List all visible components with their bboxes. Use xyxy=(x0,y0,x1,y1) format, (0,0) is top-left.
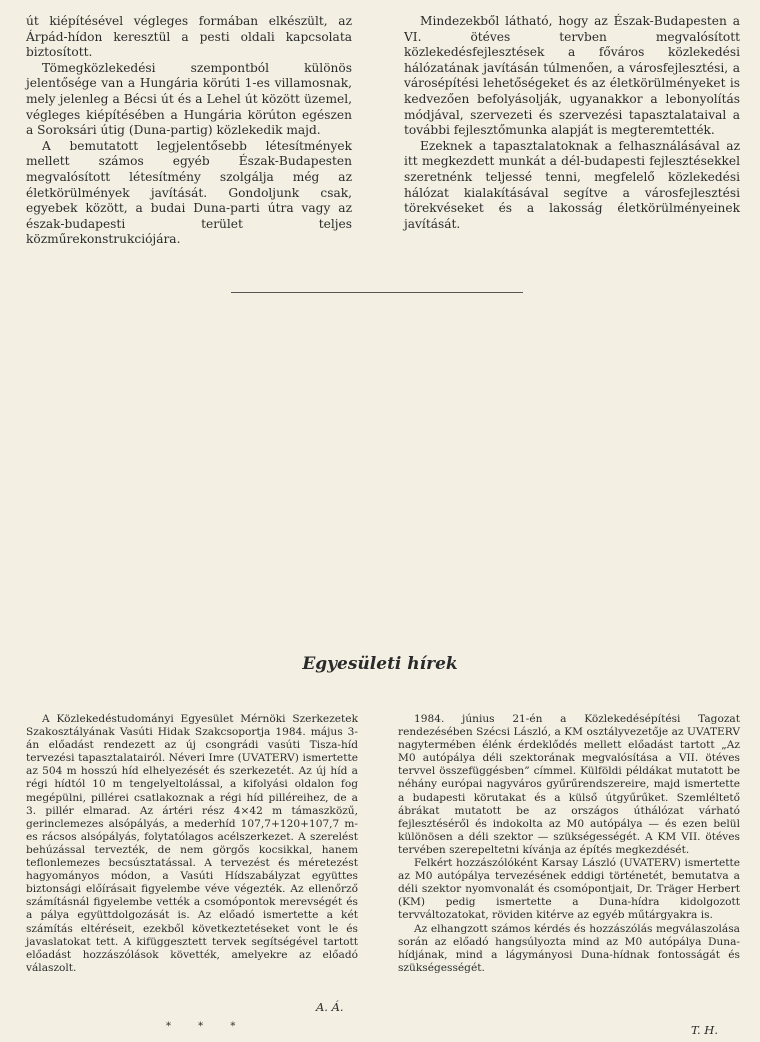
paragraph: út kiépítésével végleges formában elkészült, az Árpád-hídon keresztül a pesti oldali kapcsolata biztosított. xyxy=(26,14,352,60)
news-column-left xyxy=(26,713,358,975)
paragraph: 1984. június 21-én a Közlekedésépítési Tagozat rendezésében Szécsi László, a KM osztályvezetője az UVATERV nagytermében élénk érdeklődés mellett előadást tartott „Az M0 autópálya déli szektorának megvalósítása a VII. ötéves tervvel összefüggésben” címmel. Külföldi példákat mutatott be néhány európai nagyváros gyűrűrendszereire, majd ismertette a budapesti körutakat és a külső útgyűrűket. Szemléltető ábrákat mutatott be az országos úthálózat várható fejlesztéséről és indokolta az M0 autópálya — és ezen belül különösen a déli szektor — szükségességét. A KM VII. ötéves tervében szerepeltetni kívánja az építés megkezdését. xyxy=(398,713,740,856)
author-signature: T. H. xyxy=(691,1023,718,1037)
article-column-right xyxy=(404,14,740,232)
separator-stars: * * * xyxy=(166,1021,248,1032)
paragraph: Ezeknek a tapasztalatoknak a felhasználásával az itt megkezdett munkát a dél-budapesti fejlesztésekkel szeretnénk teljessé tenni, megfelelő közlekedési hálózat kialakításával segítve a városfejlesztési törekvéseket és a lakosság életkörülményeinek javítását. xyxy=(404,138,740,231)
section-divider xyxy=(231,292,523,293)
news-column-right xyxy=(398,713,740,975)
section-title: Egyesületi hírek xyxy=(302,654,458,674)
paragraph: Az elhangzott számos kérdés és hozzászólás megválaszolása során az előadó hangsúlyozta mind az M0 autópálya Duna-hídjának, mind a lágymányosi Duna-hídnak fontosságát és szükségességét. xyxy=(398,922,740,974)
article-column-left xyxy=(26,14,352,248)
paragraph: Mindezekből látható, hogy az Észak-Budapesten a VI. ötéves tervben megvalósított közlekedésfejlesztések a főváros közlekedési hálózatának javításán túlmenően, a városfejlesztési, a városépítési lehetőségeket és az életkörülményeket is kedvezően befolyásolják, ugyanakkor a lebonyolítás módjával, szervezeti és szervezési tapasztalataival a további fejlesztőmunka alapját is megteremtették. xyxy=(404,14,740,138)
paragraph: Tömegközlekedési szempontból különös jelentősége van a Hungária körúti 1-es villamosnak, mely jelenleg a Bécsi út és a Lehel út között üzemel, végleges kiépítésében a Hungária körúton egészen a Soroksári útig (Duna-partig) közlekedik majd. xyxy=(26,60,352,138)
paragraph: A bemutatott legjelentősebb létesítmények mellett számos egyéb Észak-Budapesten megvalósított létesítmény szolgálja még az életkörülmények javítását. Gondoljunk csak, egyebek között, a budai Duna-parti útra vagy az észak-budapesti terület teljes közműrekonstrukciójára. xyxy=(26,138,352,247)
paragraph: Felkért hozzászólóként Karsay László (UVATERV) ismertette az M0 autópálya tervezésének eddigi történetét, bemutatva a déli szektor nyomvonalát és csomópontjait, Dr. Träger Herbert (KM) pedig ismertette a Duna-hídra kidolgozott tervváltozatokat, röviden kitérve az egyéb műtárgyakra is. xyxy=(398,857,740,922)
author-signature: A. Á. xyxy=(316,1000,344,1014)
paragraph: A Közlekedéstudományi Egyesület Mérnöki Szerkezetek Szakosztályának Vasúti Hidak Szakcsoportja 1984. május 3-án előadást rendezett az új csongrádi vasúti Tisza-híd tervezési tapasztalatairól. Néveri Imre (UVATERV) ismertette az 504 m hosszú híd elhelyezését és szerkezetét. Az új híd a régi hídtól 10 m tengelyeltolással, a kifolyási oldalon fog megépülni, pillérei csatlakoznak a régi híd pilléreihez, de a 3. pillér elmarad. Az ártéri rész 4×42 m támaszközű, gerinclemezes alsópályás, a mederhíd 107,7+120+107,7 m-es rácsos alsópályás, folytatólagos acélszerkezet. A szerelést behúzással tervezték, de nem görgős kocsikkal, hanem teflonlemezes becsúsztatással. A tervezést és méretezést hagyományos módon, a Vasúti Hídszabályzat együttes biztonsági előírásait figyelembe véve végezték. Az ellenőrző számításnál figyelembe vették a csomópontok merevségét és a pálya együttdolgozását is. Az előadó ismertette a két számítás eltéréseit, ezekből következtetéseket vont le és javaslatokat tett. A kifüggesztett tervek segítségével tartott előadást hozzászólások követték, amelyekre az előadó válaszolt. xyxy=(26,713,358,974)
